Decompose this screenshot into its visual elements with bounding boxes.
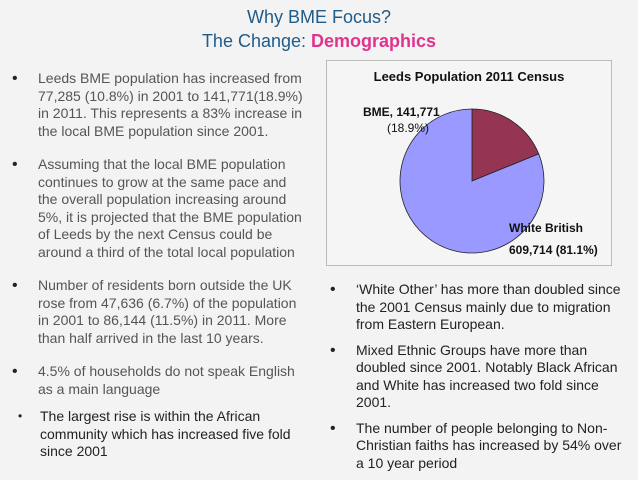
bullet-item xyxy=(326,281,622,334)
subtitle-prefix: The Change: xyxy=(201,31,312,51)
chart-title: Leeds Population 2011 Census xyxy=(373,69,565,84)
white-british-label: White British xyxy=(509,221,583,235)
slide-subtitle xyxy=(0,30,638,52)
bullet-icon: • xyxy=(18,409,23,423)
bullet-icon: • xyxy=(330,281,336,298)
bullet-text: The largest rise is within the African community which has increased five fold since 2001 xyxy=(40,408,291,459)
bullet-text: ‘White Other’ has more than doubled since the 2001 Census mainly due to migration from Eastern European. xyxy=(356,281,621,332)
bullet-text: Mixed Ethnic Groups have more than doubled since 2001. Notably Black African and White has increased two fold since 2001. xyxy=(356,341,618,410)
bullet-text: Number of residents born outside the UK rose from 47,636 (6.7%) of the population in 2001 to 86,144 (11.5%) in 2011. More than half arrived in the last 10 years. xyxy=(38,277,297,346)
left-bullet-list xyxy=(8,70,308,477)
bullet-icon: • xyxy=(330,341,336,359)
bullet-text: 4.5% of households do not speak English as a main language xyxy=(38,363,295,397)
bullet-icon: • xyxy=(330,419,336,437)
bullet-item xyxy=(8,363,308,398)
pie-chart-panel xyxy=(326,60,612,266)
bullet-item xyxy=(326,420,622,473)
subtitle-highlight: Demographics xyxy=(311,31,437,51)
bullet-icon: • xyxy=(12,277,18,294)
bullet-icon: • xyxy=(12,363,18,380)
bullet-text: The number of people belonging to Non-Christian faiths has increased by 54% over a 10 year period xyxy=(356,419,622,471)
slide-title: Why BME Focus? xyxy=(246,7,392,27)
bullet-item xyxy=(8,277,308,347)
right-bullet-list xyxy=(326,281,622,480)
bullet-text: Assuming that the local BME population continues to grow at the same pace and the overall population increasing around 5%, it is projected that the BME population of Leeds by the next Census could be around a third of the total local population xyxy=(38,156,302,260)
bme-label: BME, 141,771 xyxy=(363,105,440,119)
bullet-text: Leeds BME population has increased from 77,285 (10.8%) in 2001 to 141,771(18.9%) in 2011. This represents a 83% increase in the local BME population since 2001. xyxy=(38,70,303,139)
bullet-item xyxy=(8,156,308,261)
white-british-value-label: 609,714 (81.1%) xyxy=(509,243,598,257)
bullet-item xyxy=(8,70,308,140)
bullet-item xyxy=(8,408,308,461)
bme-percent-label: (18.9%) xyxy=(387,121,430,135)
bullet-icon: • xyxy=(12,156,18,173)
bullet-icon: • xyxy=(12,70,18,87)
bullet-item xyxy=(326,342,622,412)
